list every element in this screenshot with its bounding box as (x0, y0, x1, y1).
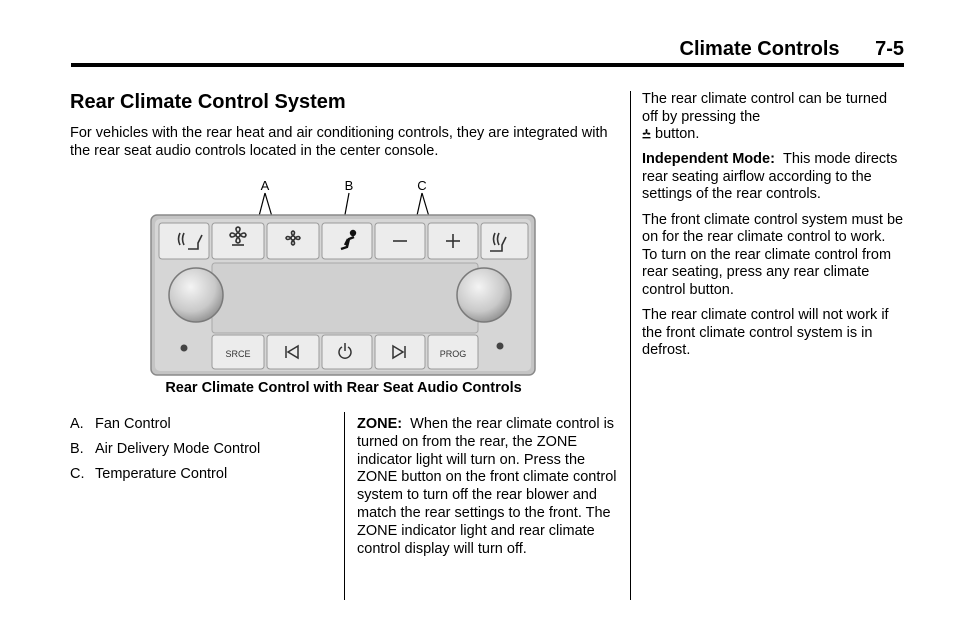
callout-a: A (260, 178, 270, 193)
figure-caption: Rear Climate Control with Rear Seat Audio Controls (165, 380, 522, 396)
callout-b: B (344, 178, 354, 193)
seek-forward-button[interactable] (375, 335, 425, 369)
running-header (680, 38, 905, 61)
fan-button[interactable] (212, 223, 264, 259)
intro-paragraph: For vehicles with the rear heat and air conditioning controls, they are integrated with the rear seat audio controls located in the center console. (70, 125, 608, 159)
fan-off-icon (642, 129, 651, 139)
legend-item: C. Temperature Control (70, 466, 228, 482)
top-button-row (159, 223, 528, 259)
zone-text: When the rear climate control is turned on from the rear, the ZONE indicator light will turn on. Press the ZONE button on the front climate control system to turn off the rear blower and match the rear settings to the front. The ZONE indicator light and rear climate control display will turn off. (357, 416, 617, 557)
chapter-title: Climate Controls (679, 38, 840, 60)
callout-c: C (417, 178, 427, 193)
column-divider-right (630, 91, 631, 600)
right-tune-knob[interactable] (457, 268, 511, 322)
section-title: Rear Climate Control System (70, 91, 346, 113)
front-system-paragraph: The front climate control system must be on for the rear climate control to work. To turn on the rear climate control from rear seating, press any rear climate control button. (642, 211, 904, 298)
header-rule (71, 63, 904, 67)
bottom-button-row (212, 335, 478, 369)
source-button-label: SRCE (225, 349, 251, 359)
legend-item: B. Air Delivery Mode Control (70, 441, 261, 457)
right-indicator-dot (497, 343, 504, 350)
left-volume-knob[interactable] (169, 268, 223, 322)
left-seat-heat-button[interactable] (159, 223, 209, 259)
right-column (642, 91, 904, 367)
figure-legend (70, 416, 260, 491)
display-window (212, 263, 478, 333)
turn-off-paragraph: The rear climate control can be turned off by pressing the button. (642, 91, 888, 143)
zone-lead: ZONE: (357, 416, 403, 432)
zone-paragraph (357, 416, 619, 558)
legend-item: A. Fan Control (70, 416, 171, 432)
seek-back-button[interactable] (267, 335, 319, 369)
column-divider-left (344, 412, 345, 600)
rear-control-panel-illustration (150, 175, 536, 378)
independent-mode-paragraph: Independent Mode: This mode directs rear seating airflow according to the settings of the rear controls. (642, 151, 898, 203)
left-indicator-dot (181, 345, 188, 352)
page-number: 7-5 (875, 38, 904, 60)
power-button[interactable] (322, 335, 372, 369)
prog-button-label: PROG (439, 349, 467, 359)
defrost-paragraph: The rear climate control will not work if the front climate control system is in defrost. (642, 307, 889, 359)
